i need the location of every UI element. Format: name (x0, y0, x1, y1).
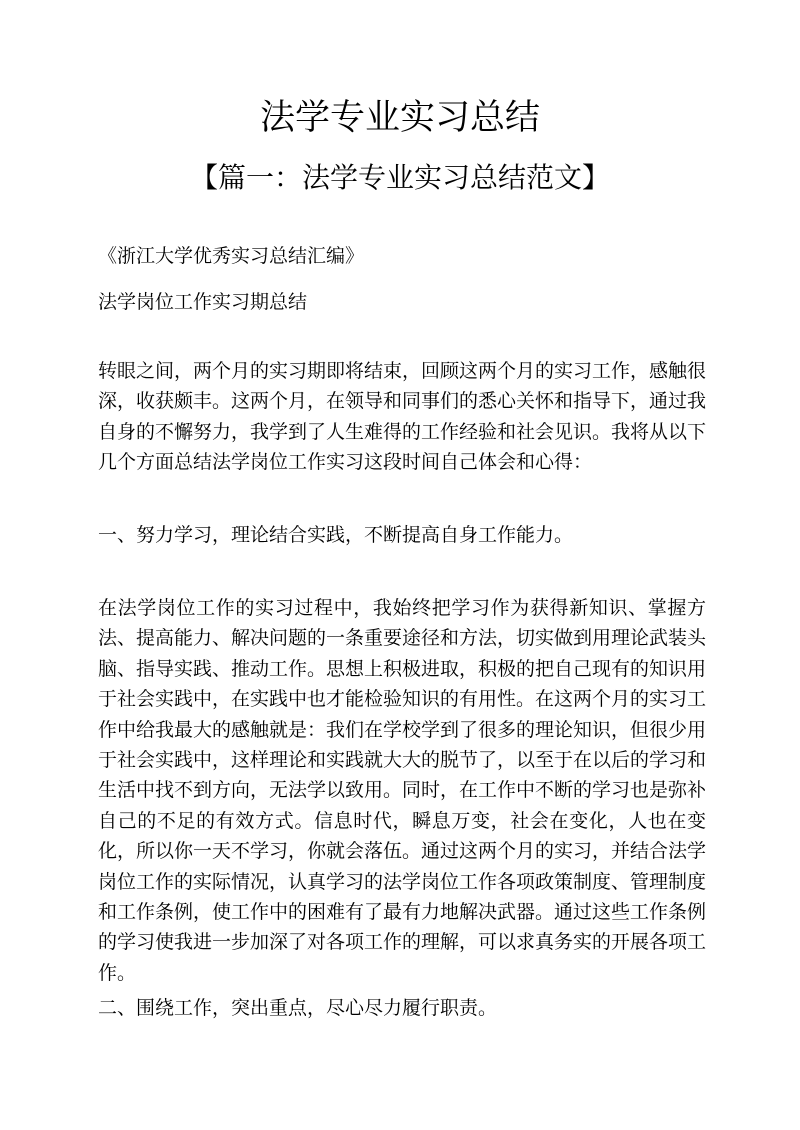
section-heading-2: 二、围绕工作，突出重点，尽心尽力履行职责。 (98, 997, 498, 1019)
source-line: 《浙江大学优秀实习总结汇编》 (98, 245, 365, 267)
document-title: 法学专业实习总结 (259, 98, 540, 138)
heading-line: 法学岗位工作实习期总结 (98, 291, 308, 313)
paragraph-section-1: 在法学岗位工作的实习过程中，我始终把学习作为获得新知识、掌握方法、提高能力、解决问题的一条重要途径和方法，切实做到用理论武装头脑、指导实践、推动工作。思想上积极进取，积极的把自己现有的知识用于社会实践中，在实践中也才能检验知识的有用性。在这两个月的实习工作中给我最大的感触就是：我们在学校学到了很多的理论知识，但很少用于社会实践中，这样理论和实践就大大的脱节了，以至于在以后的学习和生活中找不到方向，无法学以致用。同时，在工作中不断的学习也是弥补自己的不足的有效方式。信息时代，瞬息万变，社会在变化，人也在变化，所以你一天不学习，你就会落伍。通过这两个月的实习，并结合法学岗位工作的实际情况，认真学习的法学岗位工作各项政策制度、管理制度和工作条例，使工作中的困难有了最有力地解决武器。通过这些工作条例的学习使我进一步加深了对各项工作的理解，可以求真务实的开展各项工作。 (98, 597, 707, 984)
paragraph-intro: 转眼之间，两个月的实习期即将结束，回顾这两个月的实习工作，感触很深，收获颇丰。这两个月，在领导和同事们的悉心关怀和指导下，通过我自身的不懈努力，我学到了人生难得的工作经验和社会见识。我将从以下几个方面总结法学岗位工作实习这段时间自己体会和心得： (98, 360, 707, 474)
section-heading-1: 一、努力学习，理论结合实践，不断提高自身工作能力。 (98, 524, 574, 546)
document-subtitle: 【篇一：法学专业实习总结范文】 (189, 161, 610, 194)
